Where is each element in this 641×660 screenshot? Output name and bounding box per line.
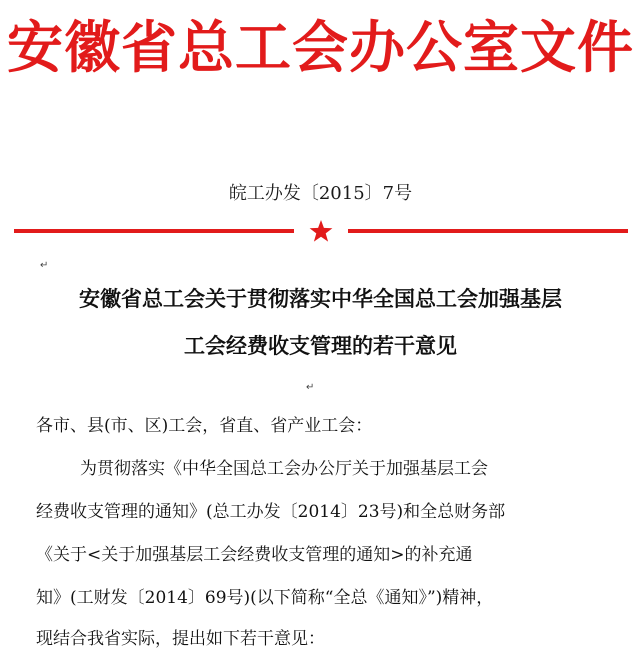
divider-rule-right [348,229,628,233]
document-number: 皖工办发〔2015〕7号 [228,183,413,204]
paragraph-mark: ↵ [40,260,49,271]
document-header-title: 安徽省总工会办公室文件 [7,15,634,81]
salutation: 各市、县(市、区)工会，省直、省产业工会： [36,416,373,436]
star-icon [309,219,333,243]
document-title-line-1: 安徽省总工会关于贯彻落实中华全国总工会加强基层 [79,286,562,311]
body-line: 《关于<关于加强基层工会经费收支管理的通知>的补充通 [36,545,473,565]
body-line: 知》(工财发〔2014〕69号)(以下简称“全总《通知》”)精神， [36,588,494,608]
body-line: 经费收支管理的通知》(总工办发〔2014〕23号)和全总财务部 [36,502,506,522]
divider-rule-left [14,229,294,233]
body-line: 现结合我省实际，提出如下若干意见： [36,629,325,649]
document-title-line-2: 工会经费收支管理的若干意见 [184,333,457,358]
body-line: 为贯彻落实《中华全国总工会办公厅关于加强基层工会 [80,459,488,479]
paragraph-mark: ↵ [306,382,315,393]
red-divider [14,219,628,243]
